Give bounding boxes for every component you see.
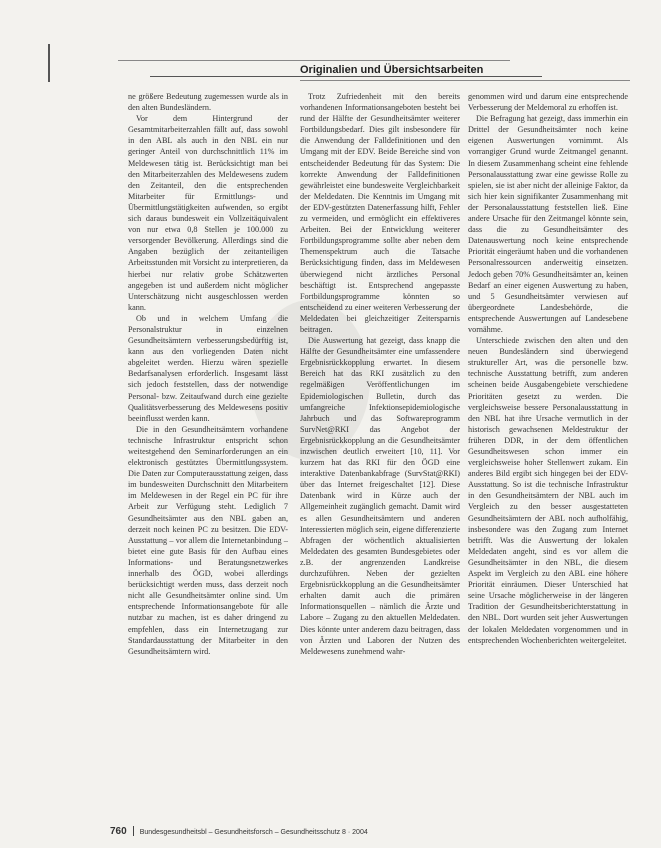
- page-footer: [110, 826, 368, 837]
- margin-mark: [48, 44, 50, 82]
- section-title: Originalien und Übersichtsarbeiten: [300, 64, 484, 76]
- text-column-1: [128, 91, 288, 811]
- journal-citation: Bundesgesundheitsbl – Gesundheitsforsch – Gesundheitsschutz 8 · 2004: [139, 829, 368, 836]
- paragraph: ne größere Bedeutung zugemessen wurde als in den alten Bundesländern.: [128, 92, 288, 113]
- paragraph: Die Auswertung hat gezeigt, dass knapp die Hälfte der Gesundheitsämter eine umfassendere Ergebnisrückkopplung erwartet. In diesem Bereich hat das RKI zusätzlich zu den regelmäßigen Veröffentlichungen im Epidemiologischen Bulletin, durch das umfangreiche Infektionsepidemiologische Jahrbuch und das Softwareprogramm SurvNet@RKI das Angebot der Ergebnisrückkopplung an die Gesundheitsämter inzwischen deutlich erweitert [10, 11]. Vor kurzem hat das RKI für den ÖGD eine interaktive Datenbankabfrage (SurvStat@RKI) über das Internet freigeschaltet [12]. Diese Datenbank wird in Kürze auch der Allgemeinheit zugänglich gemacht. Damit wird es allen Gesundheitsämtern und anderen Interessierten möglich sein, eigene differenzierte Abfragen der wöchentlich aktualisierten Meldedaten des gesamten Bundesgebietes oder z.B. der angrenzenden Landkreise durchzuführen. Neben der gezielten Ergebnisrückkopplung an die Gesundheitsämter erhalten damit auch die primären Informationsquellen – nämlich die Ärzte und Labore – Zugang zu den aktuellen Meldedaten. Dies könnte unter anderem dazu beitragen, dass von Ärzten und Laboren der Nutzen des Meldewesens zunehmend wahr-: [300, 336, 460, 656]
- paragraph: Ob und in welchem Umfang die Personalstruktur in einzelnen Gesundheitsämtern verbesserungsbedürftig ist, kann aus den vorliegenden Daten nicht abgeleitet werden. Hierzu wären spezielle Bedarfsanalysen erforderlich. Insgesamt lässt sich jedoch feststellen, dass der notwendige Personal- bzw. Zeitaufwand durch eine gezielte Qualitätsverbesserung des Meldewesens positiv beeinflusst werden kann.: [128, 313, 288, 423]
- footer-separator: [133, 826, 134, 836]
- paragraph: Die in den Gesundheitsämtern vorhandene technische Infrastruktur entspricht schon weitestgehend den Seminarforderungen an ein elektronisch gestütztes Übermittlungssystem. Die Daten zur Computerausstattung zeigen, dass im bundesweiten Durchschnitt den Mitarbeitern im Meldewesen in der Regel ein PC für ihre Arbeit zur Verfügung steht. Lediglich 7 Gesundheitsämter aus den NBL gaben an, derzeit noch keinen PC zu besitzen. Die EDV-Ausstattung – vor allem die Internetanbindung – bietet eine gute Basis für den Aufbau eines Informations- und Beratungsnetzwerkes innerhalb des ÖGD, wobei allerdings berücksichtigt werden muss, dass derzeit noch nicht alle Gesundheitsämter online sind. Um entsprechende Informationsangebote für alle nutzbar zu machen, ist es daher dringend zu empfehlen, dass ein Internetzugang zur Standardausstattung der Mitarbeiter in den Gesundheitsämtern wird.: [128, 424, 288, 656]
- paragraph: Die Befragung hat gezeigt, dass immerhin ein Drittel der Gesundheitsämter noch keine eigenen Auswertungen vornimmt. Als vorrangiger Grund wurde Zeitmangel genannt. In diesem Zusammenhang scheint eine fehlende Personalausstattung zwar eine gewisse Rolle zu spielen, sie ist aber nicht der alleinige Faktor, da sich hier kein signifikanter Zusammenhang mit der Personalausstattung feststellen ließ. Eine andere Ursache für den Zeitmangel könnte sein, dass die zu Gesundheitsämter des Datenauswertung noch keine entsprechende Priorität eingeräumt haben und die vorhandenen Personalressourcen anderweitig einsetzen. Jedoch geben 70% Gesundheitsämter an, keinen Bedarf an einer eigenen Auswertung zu haben, und 5 Gesundheitsämter verwiesen auf übergeordnete Landesbehörde, die entsprechende Auswertungen auf Landesebene vornähme.: [468, 114, 628, 334]
- scan-shadow: [250, 300, 370, 460]
- paragraph: genommen wird und darum eine entsprechende Verbesserung der Meldemoral zu erhoffen ist.: [468, 92, 628, 113]
- text-column-3: [468, 91, 628, 811]
- paragraph: Vor dem Hintergrund der Gesamtmitarbeiterzahlen fällt auf, dass sowohl in den ABL als auch in den NBL ein nur geringer Anteil von durchschnittlich 11% im Meldewesen tätig ist. Berücksichtigt man bei den Mitarbeiterzahlen des Meldewesens zudem den Zeitanteil, den die entsprechenden Mitarbeiter für Ermittlungs- und Übermittlungstätigkeiten aufwenden, so ergibt sich daraus bundesweit ein Vollzeitäquivalent von nur etwa 0,8 Stellen je 100.000 zu versorgender Bevölkerung. Allerdings sind die Angaben bezüglich der zeitanteiligen Arbeitsstunden mit Vorsicht zu interpretieren, da hierbei nur relativ grobe Schätzwerten angegeben ist und außerdem nicht möglicher Unterschätzung nicht ausgeschlossen werden kann.: [128, 114, 288, 312]
- paragraph: Trotz Zufriedenheit mit den bereits vorhandenen Informationsangeboten besteht bei rund der Hälfte der Gesundheitsämter weiterer Fortbildungsbedarf. Dies gilt insbesondere für die Anwendung der Falldefinitionen und den Umgang mit der EDV. Beide Bereiche sind von entscheidender Bedeutung für das System: Die korrekte Anwendung der Falldefinitionen gewährleistet eine bundesweite Vergleichbarkeit der Meldedaten. Die Kenntnis im Umgang mit der EDV-gestützten Datenerfassung hilft, Fehler zu vermeiden, und ermöglicht ein effektiveres Arbeiten. Bei der Entwicklung weiterer Fortbildungsprogramme sollte aber neben dem Themenspektrum auch die Tatsache Berücksichtigung finden, dass im Meldewesen überwiegend nicht ärztliches Personal beschäftigt ist. Entsprechend angepasste Fortbildungsprogramme könnten so entscheidend zu einer weiteren Verbesserung der Meldedaten bei gleichzeitiger Zeitersparnis beitragen.: [300, 92, 460, 334]
- header-rule-thin: [118, 60, 510, 61]
- header-underline: [300, 80, 630, 81]
- paragraph: Unterschiede zwischen den alten und den neuen Bundesländern sind überwiegend struktureller Art, was die personelle bzw. technische Ausstattung betrifft, zum anderen scheinen beide Ausgabengebiete verschiedene Prioritäten gesetzt zu werden. Die vergleichsweise bessere Personalausstattung in den NBL hat ihre Ursache vermutlich in der historisch gewachsenen Meldestruktur der früheren DDR, in der dem öffentlichen Gesundheitswesen schon immer ein vergleichsweise hoher Stellenwert zukam. Ein anderes Bild ergibt sich hingegen bei der EDV-Ausstattung. So ist die technische Infrastruktur in den Gesundheitsämtern der NBL auch im Vergleich zu den besser ausgestatteten Gesundheitsämtern der ABL noch aufholfähig, insbesondere was den Zugang zum Internet betrifft. Was die Auswertung der lokalen Meldedaten angeht, sind es vor allem die Gesundheitsämter in den NBL, die diesem Aspekt im Vergleich zu den ABL eine höhere Priorität einräumen. Dieser Unterschied hat seine Ursache möglicherweise in der längeren Tradition der Gesundheitsberichterstattung in den NBL. Dort wurden seit jeher Auswertungen der lokalen Meldedaten vorgenommen und in entsprechenden Wochenberichten weitergeleitet.: [468, 336, 628, 645]
- page-number: 760: [110, 826, 127, 837]
- header-rule: [150, 76, 542, 77]
